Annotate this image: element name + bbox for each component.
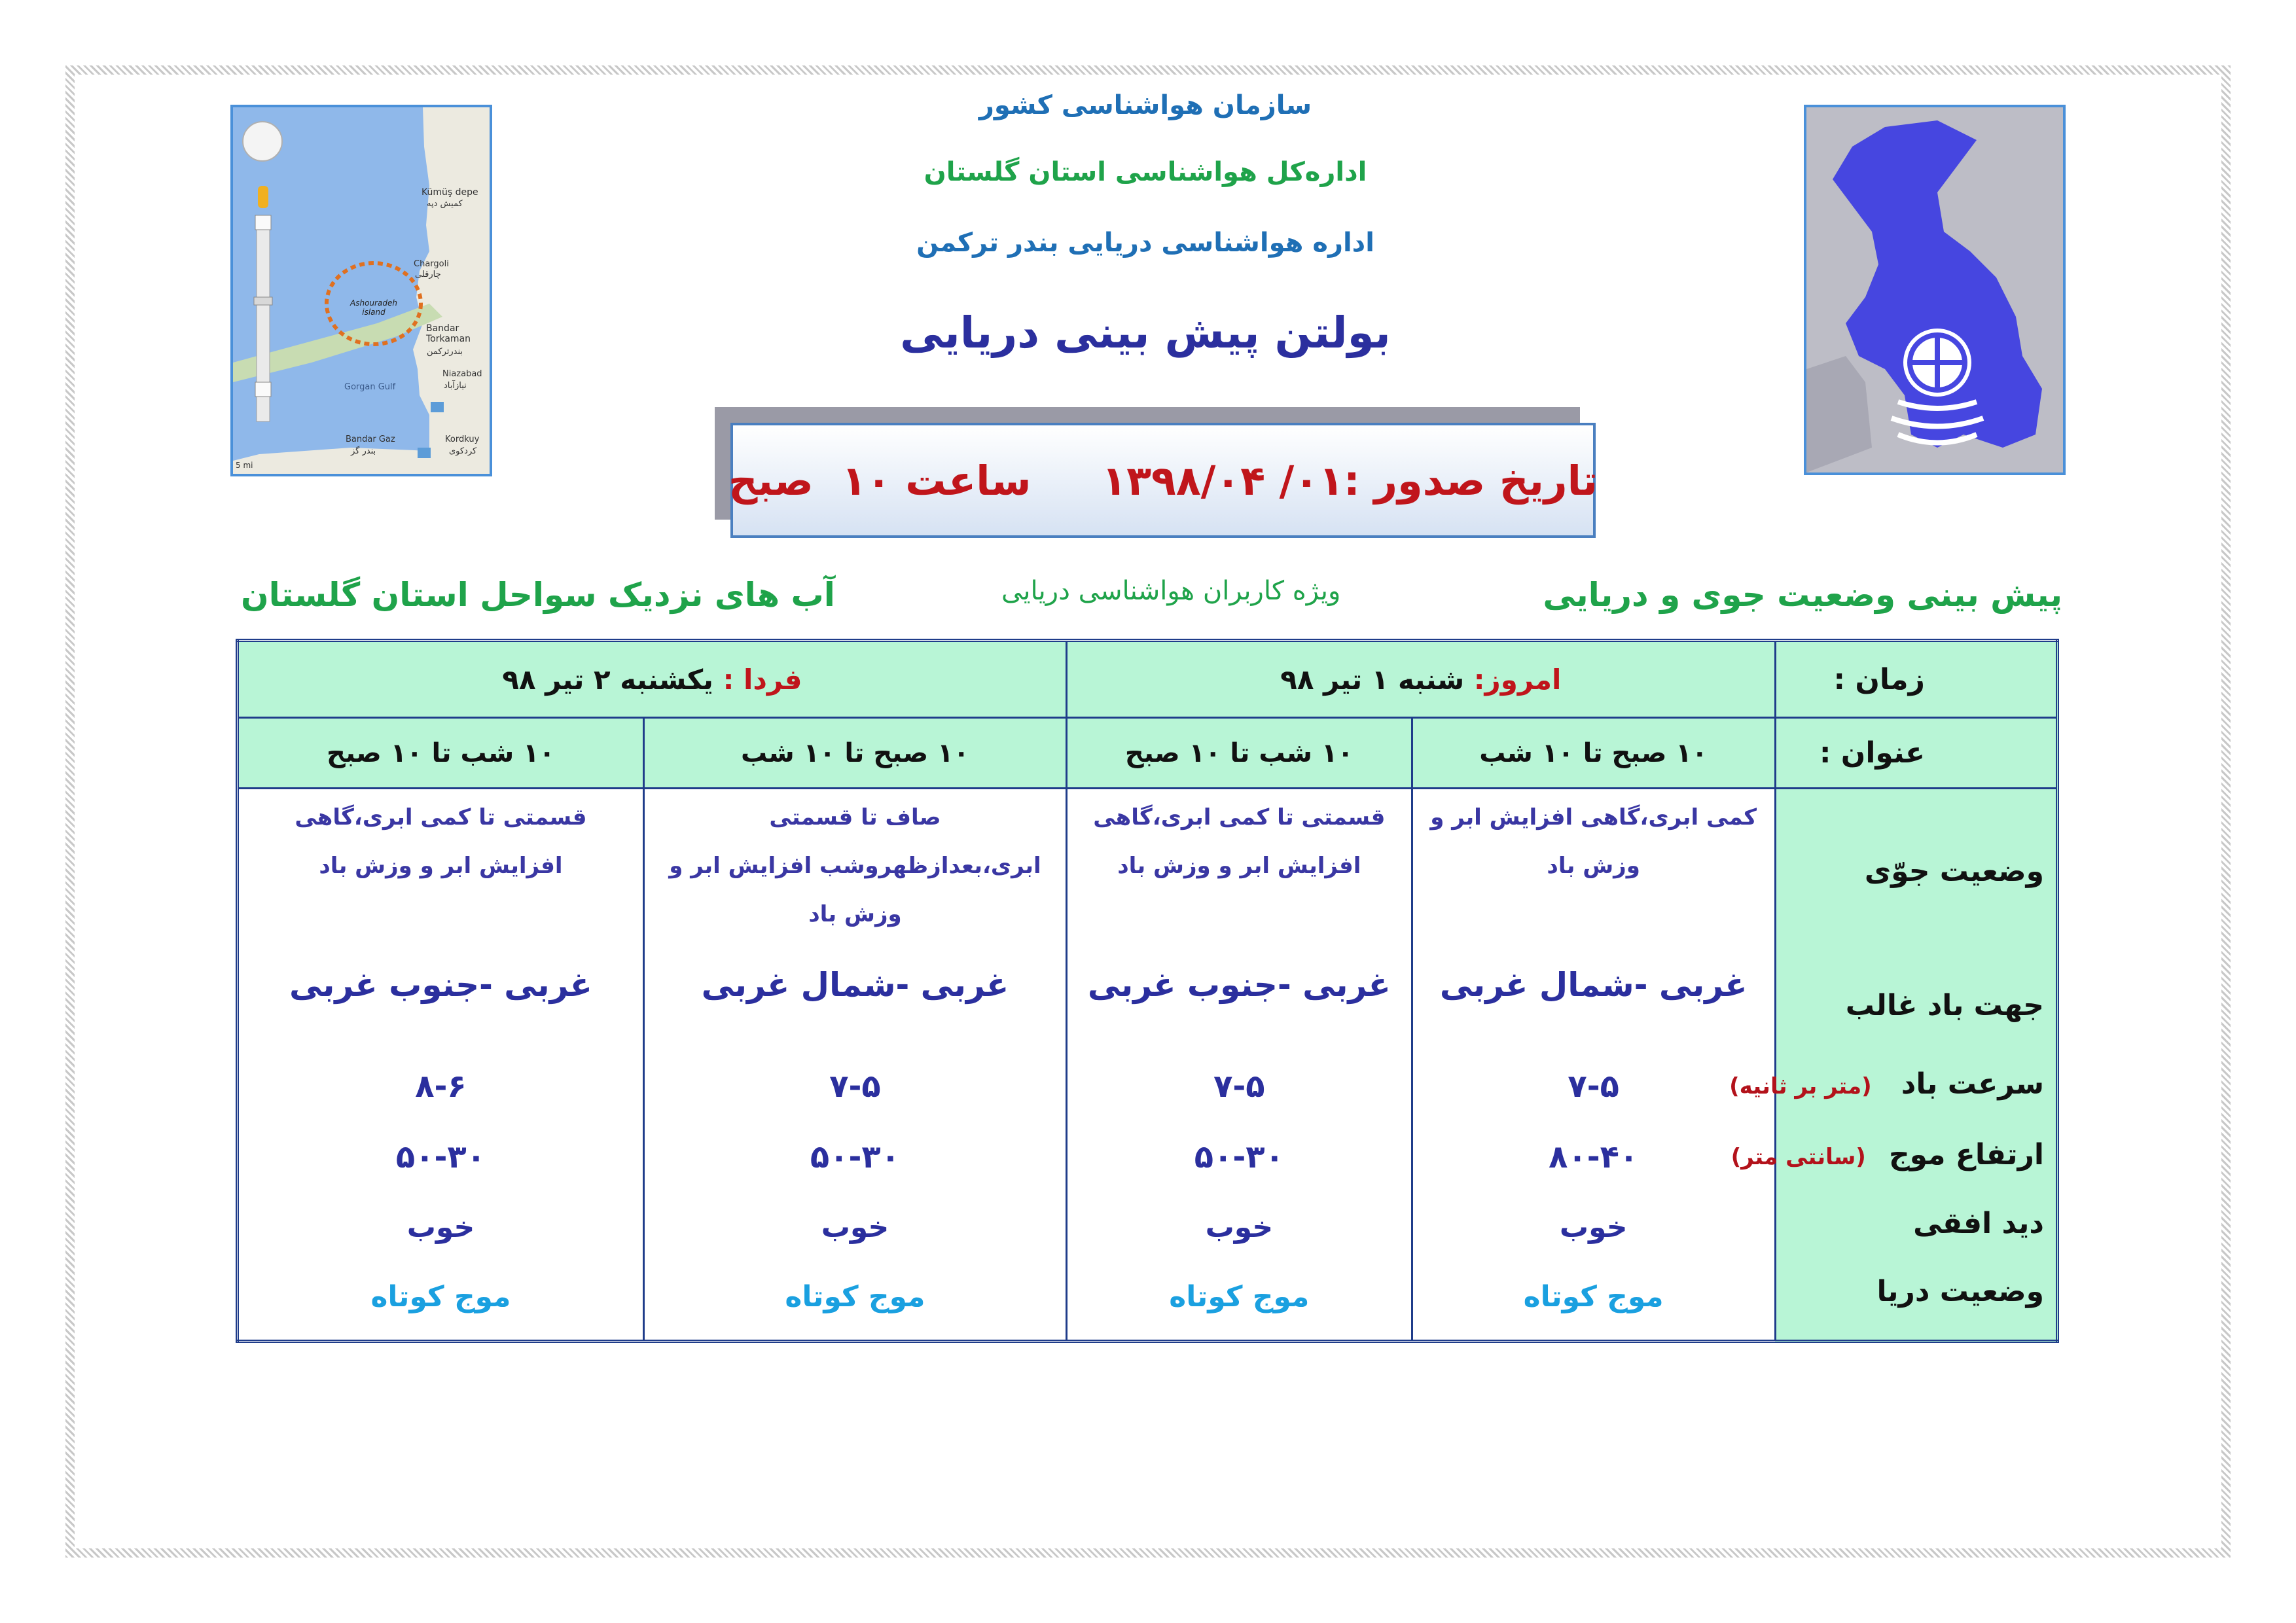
label-sea-state: وضعیت دریا xyxy=(1876,1275,2044,1308)
wave-height-1: ۸۰-۴۰ xyxy=(1549,1139,1639,1175)
wind-speed-2: ۷-۵ xyxy=(1213,1068,1265,1105)
period-4: ۱۰ شب تا ۱۰ صبح xyxy=(327,738,555,768)
weather-3: صاف تا قسمتی ابری،بعدازظهروشب افزایش ابر و وزش باد xyxy=(669,804,1041,927)
visibility-3: خوب xyxy=(821,1211,889,1244)
map-label-bandar-gaz-fa: بندر گز xyxy=(351,446,376,456)
wave-height-2: ۵۰-۳۰ xyxy=(1194,1139,1284,1175)
wind-speed-4: ۸-۶ xyxy=(415,1068,467,1105)
label-wave-row xyxy=(1731,1138,2044,1171)
today-date: شنبه ۱ تیر ۹۸ xyxy=(1280,663,1474,696)
forecast-col-1 xyxy=(1412,789,1775,1342)
today-key: امروز: xyxy=(1473,663,1562,696)
map-label-torkaman-fa: بندرترکمن xyxy=(427,347,463,357)
map-label-gorgan-gulf: Gorgan Gulf xyxy=(344,382,396,392)
subtitle-audience: ویژه کاربران هواشناسی دریایی xyxy=(1001,576,1341,606)
period-2: ۱۰ شب تا ۱۰ صبح xyxy=(1124,738,1354,768)
forecast-col-3 xyxy=(643,789,1066,1342)
period-1: ۱۰ صبح تا ۱۰ شب xyxy=(1479,738,1708,768)
wave-height-3: ۵۰-۳۰ xyxy=(810,1139,900,1175)
wind-dir-4: غربی -جنوب غربی xyxy=(289,966,592,1004)
region-map xyxy=(230,105,492,476)
tomorrow-header xyxy=(238,641,1067,718)
today-header xyxy=(1066,641,1775,718)
map-label-torkaman: Bandar Torkaman xyxy=(426,323,471,344)
forecast-col-2 xyxy=(1066,789,1412,1342)
wind-dir-2: غربی -جنوب غربی xyxy=(1087,966,1391,1004)
wind-speed-1: ۷-۵ xyxy=(1568,1068,1619,1105)
label-wind-dir: جهت باد غالب xyxy=(1845,989,2044,1022)
map-label-kordkuy-fa: کردکوی xyxy=(449,446,477,456)
label-wind-speed-unit: (متر بر ثانیه) xyxy=(1729,1073,1872,1099)
visibility-2: خوب xyxy=(1205,1211,1274,1244)
sea-state-3: موج کوتاه xyxy=(785,1280,925,1313)
forecast-table xyxy=(236,639,2059,1343)
sea-state-4: موج کوتاه xyxy=(370,1280,511,1313)
subtitle-region: آب های نزدیک سواحل استان گلستان xyxy=(241,576,835,614)
bulletin-title: بولتن پیش بینی دریایی xyxy=(900,308,1391,358)
weather-4: قسمتی تا کمی ابری،گاهی افزایش ابر و وزش باد xyxy=(295,804,587,879)
wind-speed-3: ۷-۵ xyxy=(829,1068,881,1105)
office-name: اداره هواشناسی دریایی بندر ترکمن xyxy=(916,228,1374,258)
caspian-logo xyxy=(1804,105,2066,475)
label-title: عنوان : xyxy=(1819,736,1925,770)
row-labels xyxy=(1729,789,2057,1342)
visibility-1: خوب xyxy=(1559,1211,1628,1244)
map-label-kumus-fa: کمیش دپه xyxy=(427,199,463,209)
wave-height-4: ۵۰-۳۰ xyxy=(395,1139,486,1175)
weather-2: قسمتی تا کمی ابری،گاهی افزایش ابر و وزش باد xyxy=(1093,804,1386,879)
dept-name: اداره‌کل هواشناسی استان گلستان xyxy=(924,157,1367,187)
label-time-cell xyxy=(1775,641,2057,718)
label-time: زمان : xyxy=(1833,662,1925,696)
weather-1: کمی ابری،گاهی افزایش ابر و وزش باد xyxy=(1430,804,1757,879)
map-label-niazabad: Niazabad xyxy=(442,369,482,379)
map-label-niazabad-fa: نیازآباد xyxy=(444,381,467,391)
tomorrow-date: یکشنبه ۲ تیر ۹۸ xyxy=(502,663,723,696)
map-label-chargoli-fa: چارقلی xyxy=(415,270,441,279)
map-label-kumus: Kümüş depe xyxy=(422,187,478,198)
label-wind-speed-row xyxy=(1729,1067,2044,1101)
wind-dir-1: غربی -شمال غربی xyxy=(1439,966,1748,1004)
map-label-bandar-gaz: Bandar Gaz xyxy=(346,435,395,444)
forecast-col-4 xyxy=(238,789,644,1342)
tomorrow-key: فردا : xyxy=(723,663,802,696)
label-wind-speed: سرعت باد xyxy=(1901,1067,2044,1101)
label-wave-height: ارتفاع موج xyxy=(1888,1138,2044,1171)
wind-dir-3: غربی -شمال غربی xyxy=(701,966,1009,1004)
map-scale: 5 mi xyxy=(236,461,253,470)
label-weather: وضعیت جوّی xyxy=(1864,855,2044,888)
subtitle-forecast: پیش بینی وضعیت جوی و دریایی xyxy=(1543,576,2062,614)
sea-state-1: موج کوتاه xyxy=(1523,1280,1664,1313)
org-name: سازمان هواشناسی کشور xyxy=(978,90,1312,120)
label-title-cell xyxy=(1775,718,2057,789)
label-visibility: دید افقی xyxy=(1913,1207,2044,1240)
visibility-4: خوب xyxy=(406,1211,475,1244)
map-label-chargoli: Chargoli xyxy=(414,259,449,269)
map-label-ashouradeh: Ashouradeh island xyxy=(350,298,397,317)
sea-state-2: موج کوتاه xyxy=(1169,1280,1310,1313)
label-wave-height-unit: (سانتی متر) xyxy=(1731,1144,1866,1170)
period-3: ۱۰ صبح تا ۱۰ شب xyxy=(741,738,969,768)
issue-box xyxy=(730,423,1596,538)
map-label-kordkuy: Kordkuy xyxy=(445,435,480,444)
issue-datetime: تاریخ صدور :۰۱/ ۱۳۹۸/۰۴ ساعت ۱۰ صبح xyxy=(728,456,1598,505)
